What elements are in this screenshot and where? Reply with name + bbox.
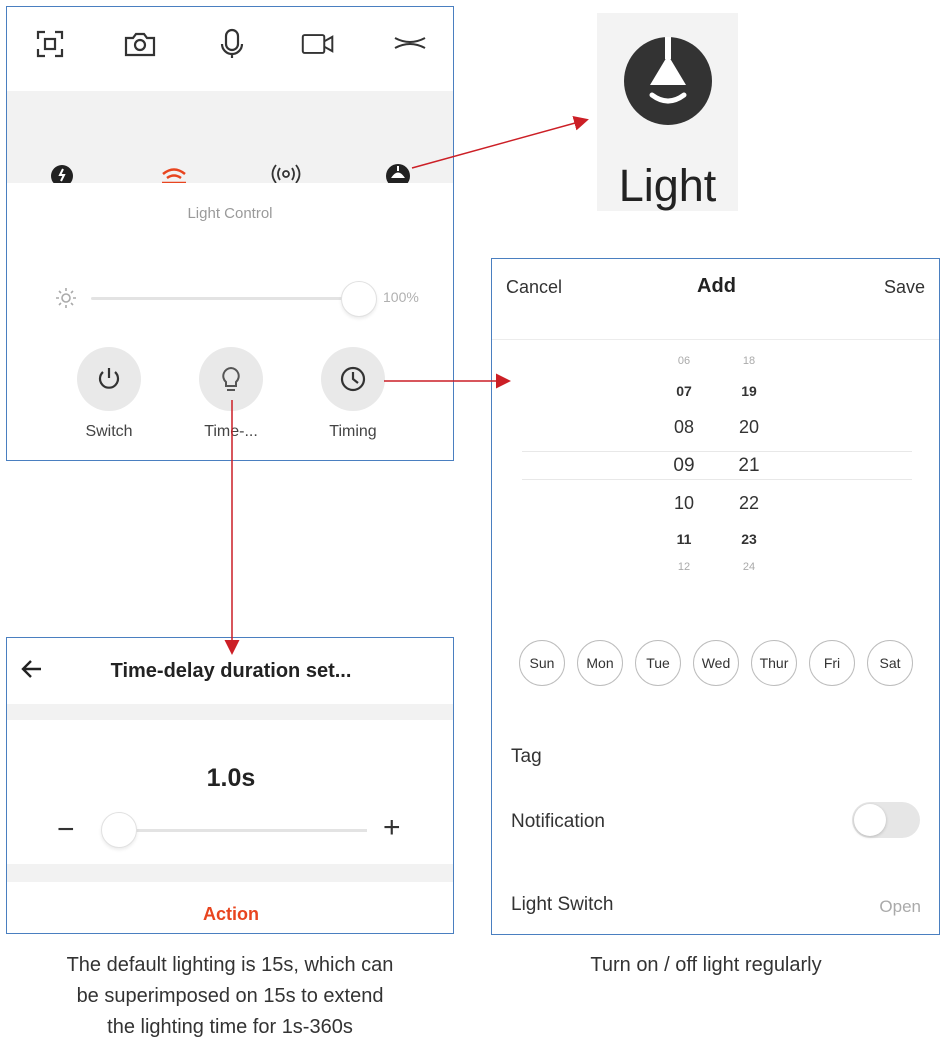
day-mon[interactable]: Mon: [577, 640, 623, 686]
light-switch-value[interactable]: Open: [879, 897, 921, 916]
decrease-button[interactable]: −: [57, 813, 75, 846]
caption-line: the lighting time for 1s-360s: [107, 1016, 353, 1038]
hour-option-selected[interactable]: 09: [673, 455, 695, 476]
timing-label: Timing: [329, 423, 377, 440]
day-thur[interactable]: Thur: [751, 640, 797, 686]
day-wed[interactable]: Wed: [693, 640, 739, 686]
minute-option[interactable]: 22: [738, 493, 760, 513]
hour-option[interactable]: 06: [677, 355, 691, 367]
light-label: Light: [618, 160, 717, 211]
minute-option-selected[interactable]: 21: [738, 455, 760, 476]
delay-value: 1.0s: [206, 764, 256, 792]
light-control-title: Light Control: [187, 205, 273, 222]
brightness-value: 100%: [383, 289, 419, 305]
minute-option[interactable]: 19: [741, 383, 757, 399]
day-fri[interactable]: Fri: [809, 640, 855, 686]
arrow-to-light-badge: [412, 120, 586, 168]
caption-line: be superimposed on 15s to extend: [76, 985, 384, 1007]
switch-label: Switch: [85, 423, 133, 440]
hour-option[interactable]: 10: [673, 493, 695, 513]
minute-option[interactable]: 20: [738, 417, 760, 437]
day-tue[interactable]: Tue: [635, 640, 681, 686]
add-title: Add: [697, 275, 736, 297]
minute-option[interactable]: 24: [742, 561, 756, 573]
cancel-button[interactable]: Cancel: [506, 277, 563, 297]
caption-line: The default lighting is 15s, which can: [66, 954, 394, 976]
time-delay-label: Time-...: [204, 423, 258, 440]
action-button[interactable]: Action: [203, 904, 259, 924]
light-switch-label[interactable]: Light Switch: [511, 894, 614, 915]
day-sun[interactable]: Sun: [519, 640, 565, 686]
hour-option[interactable]: 07: [676, 383, 692, 399]
day-sat[interactable]: Sat: [867, 640, 913, 686]
time-delay-title: Time-delay duration set...: [110, 660, 352, 682]
minute-option[interactable]: 23: [741, 531, 757, 547]
save-button[interactable]: Save: [883, 277, 925, 297]
hour-option[interactable]: 11: [676, 531, 692, 547]
notification-label: Notification: [511, 811, 605, 832]
minute-option[interactable]: 18: [742, 355, 756, 367]
hour-option[interactable]: 08: [673, 417, 695, 437]
tag-label[interactable]: Tag: [511, 746, 542, 767]
delay-caption: [30, 950, 430, 1043]
hour-option[interactable]: 12: [677, 561, 691, 573]
increase-button[interactable]: +: [383, 811, 401, 844]
timing-caption: Turn on / off light regularly: [590, 954, 822, 976]
